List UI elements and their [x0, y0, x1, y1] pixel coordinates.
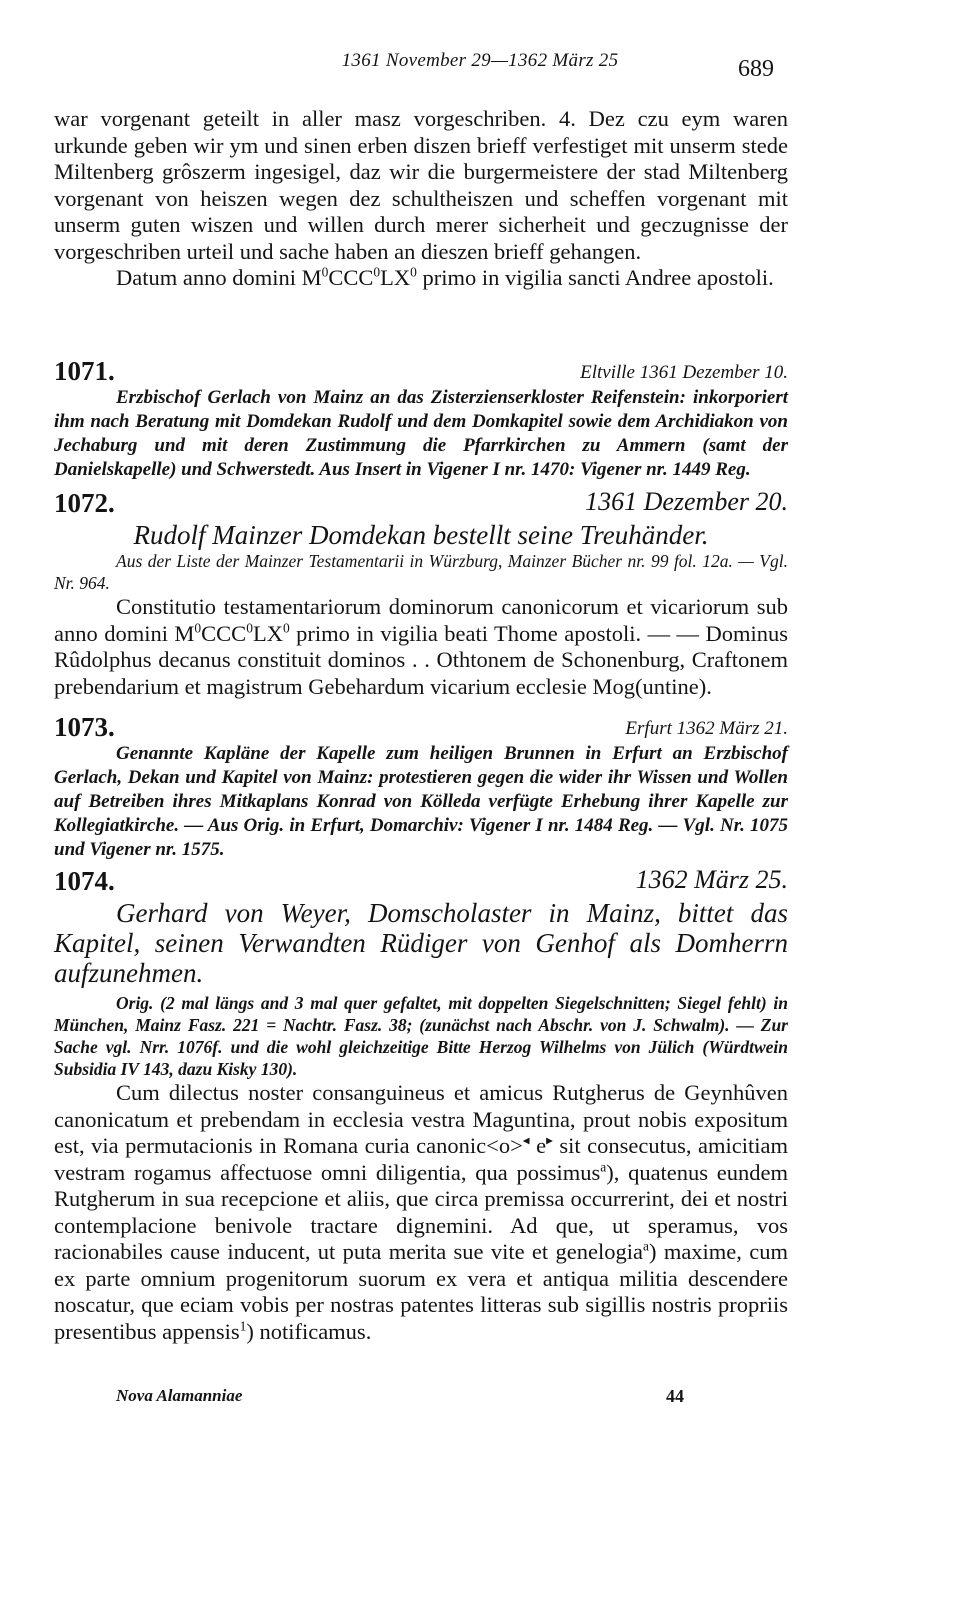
doc-head-1074	[54, 866, 788, 896]
text-1074: Cum dilectus noster consanguineus et amicus Rutgherus de Geynhûven canonicatum et prebendam in ecclesia vestra Maguntina, prout nobis expositum est, via permutacionis in Romana curia canonic<o>◂ e▸ sit consecutus, amicitiam vestram rogamus affectuose omni diligentia, qua possimus$^a$), quatenus eundem Rutgherum in sua recepcione et aliis, que circa premissa occurrerint, dei et nostri contemplacione benivole tractare dignemini. Ad que, ut speramus, vos racionabiles cause inducent, ut puta merita sue vite et genelogia$^a$) maxime, cum ex parte omnium progenitorum suorum ex vera et antiqua militia descendere noscatur, que eciam vobis per nostras patentes litteras sub sigillis nostris propriis presentibus appensis$^1$) notificamus.	[54, 1080, 788, 1344]
datum-line: Datum anno domini $M^0CCC^0LX^0$ primo in vigilia sancti Andree apostoli.	[116, 264, 774, 290]
source-1072: Aus der Liste der Mainzer Testamentarii in Würzburg, Mainzer Bücher nr. 99 fol. 12a. — Vgl. Nr. 964.	[54, 551, 788, 593]
doc-date: 1361 Dezember 20.	[585, 487, 788, 516]
doc-head-1072	[54, 488, 788, 518]
sheet-signature-left: Nova Alamanniae	[116, 1386, 243, 1405]
text-1072: Constitutio testamentariorum dominorum canonicorum et vicariorum sub anno domini $M^0CCC^0LX^0$ primo in vigilia beati Thome apostoli. — — Dominus Rûdolphus decanus constituit dominos . . Othtonem de Schonenburg, Craftonem prebendarium et magistrum Gebehardum vicarium ecclesie Mog(untine).	[54, 594, 788, 699]
document-1072	[54, 488, 788, 700]
document-1073	[54, 712, 788, 862]
source-1074: Orig. (2 mal längs and 3 mal quer gefaltet, mit doppelten Siegelschnitten; Siegel fehlt) in München, Mainz Fasz. 221 = Nachtr. Fasz. 38; (zunächst nach Abschr. von J. Schwalm). — Zur Sache vgl. Nrr. 1076f. und die wohl gleichzeitige Bitte Herzog Wilhelms von Jülich (Würdtwein Subsidia IV 143, dazu Kisky 130).	[54, 993, 788, 1079]
page-number: 689	[738, 56, 774, 82]
running-header: 1361 November 29—1362 März 25	[341, 50, 619, 71]
sheet-signature-right: 44	[666, 1386, 684, 1406]
doc-date: 1362 März 25.	[635, 865, 788, 894]
doc-number: 1074.	[54, 866, 115, 896]
regest-1071: Erzbischof Gerlach von Mainz an das Zisterzienserkloster Reifenstein: inkorporiert ihm nach Beratung mit Domdekan Rudolf und dem Domkapitel sowie dem Archidiakon von Jechaburg und mit deren Zustimmung die Pfarrkirchen zu Ammern (samt der Danielskapelle) und Schwerstedt. Aus Insert in Vigener I nr. 1470: Vigener nr. 1449 Reg.	[54, 387, 788, 480]
title-1074: Gerhard von Weyer, Domscholaster in Mainz, bittet das Kapitel, seinen Verwandten Rüdiger von Genhof als Domherrn aufzunehmen.	[54, 898, 788, 988]
title-1072: Rudolf Mainzer Domdekan bestellt seine Treuhänder.	[133, 520, 709, 550]
doc-head-1073	[54, 712, 788, 742]
intro-section	[54, 106, 788, 292]
document-1071	[54, 356, 788, 482]
intro-paragraph: war vorgenant geteilt in aller masz vorgeschriben. 4. Dez czu eym waren urkunde geben wir ym und sinen erben diszen brieff verfestiget mit unserm stede Miltenberg grôszerm ingesigel, daz wir die burgermeistere der stad Miltenberg vorgenant von heiszen wegen dez schultheiszen und scheffen vorgenant mit unserm guten wiszen und willen durch merer sicherheit und geczugnisse der vorgeschriben urteil und sache haben an dieszen brieff gehangen.	[54, 106, 788, 264]
doc-number: 1071.	[54, 356, 115, 386]
regest-1073: Genannte Kapläne der Kapelle zum heiligen Brunnen in Erfurt an Erzbischof Gerlach, Dekan und Kapitel von Mainz: protestieren gegen die wider ihr Wissen und Wollen auf Betreiben ihres Mitkaplans Konrad von Kölleda verfügte Erhebung ihrer Kapelle zur Kollegiatkirche. — Aus Orig. in Erfurt, Domarchiv: Vigener I nr. 1484 Reg. — Vgl. Nr. 1075 und Vigener nr. 1575.	[54, 743, 788, 860]
document-1074	[54, 866, 788, 1345]
doc-head-1071	[54, 356, 788, 386]
doc-date: Eltville 1361 Dezember 10.	[580, 362, 788, 383]
doc-number: 1073.	[54, 712, 115, 742]
doc-number: 1072.	[54, 488, 115, 518]
doc-date: Erfurt 1362 März 21.	[625, 718, 788, 739]
